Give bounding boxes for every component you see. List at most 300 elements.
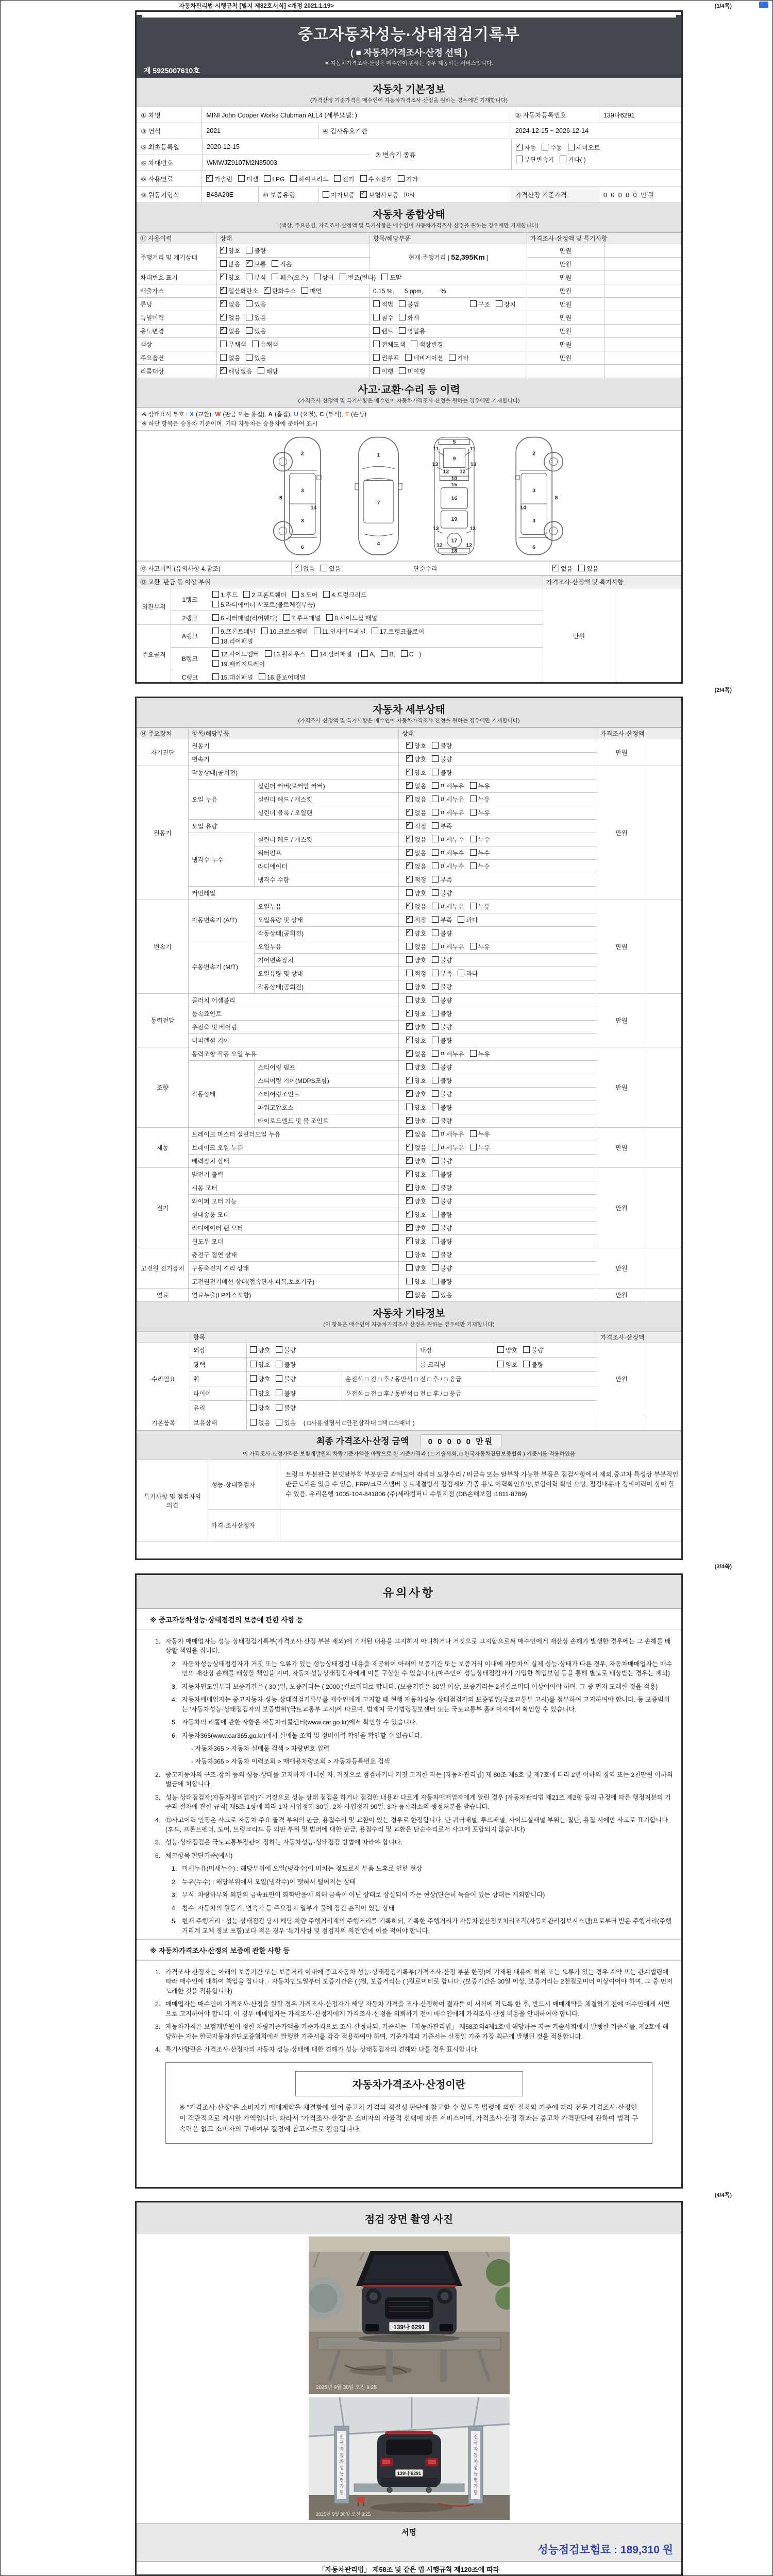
checkbox-icon[interactable] bbox=[432, 996, 439, 1003]
checkbox-icon[interactable] bbox=[432, 822, 439, 829]
checkbox-option[interactable]: 불량 bbox=[432, 1184, 452, 1192]
checkbox-option[interactable]: 화재 bbox=[399, 314, 419, 321]
checkbox-icon[interactable] bbox=[334, 175, 341, 182]
checkbox-icon[interactable] bbox=[458, 916, 464, 923]
checkbox-icon[interactable] bbox=[276, 1346, 282, 1353]
checkbox-option[interactable]: 수동 bbox=[542, 144, 562, 151]
checkbox-icon[interactable] bbox=[258, 367, 264, 374]
checkbox-icon[interactable] bbox=[246, 314, 253, 320]
checkbox-option[interactable]: ✓ 없음 bbox=[220, 301, 240, 308]
checkbox-option[interactable]: 불량 bbox=[432, 1064, 452, 1071]
checkbox-checked-icon[interactable] bbox=[406, 1238, 413, 1244]
checkbox-icon[interactable] bbox=[246, 247, 253, 253]
checkbox-icon[interactable] bbox=[276, 1361, 282, 1367]
panel-checkbox-option[interactable]: 9.프론트패널 bbox=[212, 628, 256, 635]
checkbox-checked-icon[interactable] bbox=[406, 1144, 413, 1150]
checkbox-option[interactable]: 기타( ) bbox=[560, 156, 586, 163]
checkbox-option[interactable]: ✓양호 bbox=[220, 247, 240, 255]
checkbox-option[interactable]: 하이브리드 bbox=[290, 175, 328, 183]
checkbox-icon[interactable] bbox=[399, 367, 406, 374]
checkbox-option[interactable]: 도말 bbox=[381, 274, 401, 281]
checkbox-option[interactable]: 불량 bbox=[432, 756, 452, 763]
checkbox-icon[interactable] bbox=[449, 354, 456, 361]
checkbox-option[interactable]: 수소전기 bbox=[360, 175, 392, 183]
checkbox-icon[interactable] bbox=[276, 1389, 282, 1396]
checkbox-icon[interactable] bbox=[373, 300, 380, 307]
checkbox-option[interactable]: 미세누유 bbox=[432, 943, 464, 951]
checkbox-option[interactable]: 양호 bbox=[406, 890, 426, 897]
checkbox-option[interactable]: 불량 bbox=[432, 1077, 452, 1084]
checkbox-option[interactable]: 부족 bbox=[432, 823, 452, 830]
checkbox-option[interactable]: 있음 bbox=[276, 1419, 296, 1427]
checkbox-icon[interactable] bbox=[406, 996, 413, 1003]
checkbox-option[interactable]: 렌트 bbox=[373, 328, 393, 335]
checkbox-icon[interactable] bbox=[470, 1130, 477, 1137]
checkbox-icon[interactable] bbox=[470, 862, 477, 869]
checkbox-option[interactable]: 누유 bbox=[470, 809, 490, 817]
checkbox-option[interactable]: 양호 bbox=[406, 1278, 426, 1285]
checkbox-option[interactable]: ✓ 양호 bbox=[406, 1117, 426, 1125]
checkbox-icon[interactable] bbox=[432, 1050, 439, 1057]
checkbox-option[interactable]: 있음 bbox=[246, 328, 266, 335]
checkbox-icon[interactable] bbox=[290, 175, 297, 182]
checkbox-checked-icon[interactable] bbox=[406, 862, 413, 869]
checkbox-icon[interactable] bbox=[314, 628, 321, 634]
checkbox-option[interactable]: ✓ 양호 bbox=[406, 742, 426, 750]
checkbox-option[interactable]: ✓ 적정 bbox=[406, 917, 426, 924]
checkbox-icon[interactable] bbox=[381, 650, 388, 657]
panel-checkbox-option[interactable]: B, bbox=[381, 651, 395, 658]
checkbox-option[interactable]: ✓ 적정 bbox=[406, 876, 426, 884]
checkbox-checked-icon[interactable] bbox=[406, 1224, 413, 1231]
checkbox-option[interactable]: ✓ 보통 bbox=[246, 261, 266, 268]
checkbox-icon[interactable] bbox=[578, 565, 585, 571]
checkbox-icon[interactable] bbox=[406, 983, 413, 990]
checkbox-icon[interactable] bbox=[276, 1404, 282, 1411]
checkbox-option[interactable]: 누유 bbox=[470, 903, 490, 910]
checkbox-option[interactable]: 변조(변타) bbox=[340, 274, 376, 281]
checkbox-checked-icon[interactable] bbox=[406, 1291, 413, 1298]
checkbox-icon[interactable] bbox=[272, 274, 278, 280]
checkbox-icon[interactable] bbox=[373, 341, 380, 347]
checkbox-checked-icon[interactable] bbox=[406, 876, 413, 883]
panel-checkbox-option[interactable]: 2.프론트휀더 bbox=[243, 591, 287, 599]
checkbox-icon[interactable] bbox=[220, 354, 227, 361]
checkbox-option[interactable]: ✓ 양호 bbox=[406, 1158, 426, 1165]
checkbox-option[interactable]: 적법 bbox=[373, 301, 393, 308]
checkbox-option[interactable]: 누유 bbox=[470, 796, 490, 803]
checkbox-option[interactable]: 색상변경 bbox=[411, 341, 443, 348]
checkbox-icon[interactable] bbox=[432, 1104, 439, 1110]
checkbox-option[interactable]: 불량 bbox=[432, 1091, 452, 1098]
checkbox-checked-icon[interactable] bbox=[406, 1211, 413, 1217]
panel-checkbox-option[interactable]: 5.라디에이터 서포트(볼트체결부품) bbox=[212, 601, 315, 608]
checkbox-icon[interactable] bbox=[432, 862, 439, 869]
checkbox-option[interactable]: 세미오토 bbox=[568, 144, 600, 151]
panel-checkbox-option[interactable]: 10.크로스멤버 bbox=[261, 628, 308, 635]
checkbox-option[interactable]: 누수 bbox=[470, 863, 490, 870]
checkbox-icon[interactable] bbox=[372, 628, 378, 634]
checkbox-icon[interactable] bbox=[373, 327, 380, 334]
checkbox-option[interactable]: 불량 bbox=[432, 1211, 452, 1218]
checkbox-icon[interactable] bbox=[432, 809, 439, 816]
checkbox-option[interactable]: 미세누유 bbox=[432, 1144, 464, 1151]
checkbox-option[interactable]: 불량 bbox=[276, 1347, 296, 1354]
checkbox-icon[interactable] bbox=[246, 300, 253, 307]
checkbox-icon[interactable] bbox=[432, 1251, 439, 1258]
checkbox-option[interactable]: 네비게이션 bbox=[405, 354, 443, 362]
checkbox-icon[interactable] bbox=[432, 795, 439, 802]
checkbox-icon[interactable] bbox=[432, 1090, 439, 1097]
checkbox-option[interactable]: 불량 bbox=[523, 1361, 543, 1368]
checkbox-option[interactable]: ✓ 없음 bbox=[406, 796, 426, 803]
checkbox-checked-icon[interactable] bbox=[406, 769, 413, 775]
checkbox-option[interactable]: 양호 bbox=[250, 1390, 270, 1397]
checkbox-option[interactable]: 양호 bbox=[497, 1347, 517, 1354]
checkbox-icon[interactable] bbox=[323, 591, 330, 598]
checkbox-icon[interactable] bbox=[432, 916, 439, 923]
checkbox-icon[interactable] bbox=[381, 274, 388, 280]
checkbox-option[interactable]: 기타 bbox=[449, 354, 469, 362]
checkbox-icon[interactable] bbox=[470, 809, 477, 816]
checkbox-option[interactable]: 양호 bbox=[406, 957, 426, 964]
checkbox-icon[interactable] bbox=[432, 1130, 439, 1137]
checkbox-icon[interactable] bbox=[432, 929, 439, 936]
checkbox-option[interactable]: 전체도색 bbox=[373, 341, 405, 348]
checkbox-option[interactable]: 전기 bbox=[334, 175, 354, 183]
checkbox-option[interactable]: 불량 bbox=[276, 1376, 296, 1383]
checkbox-icon[interactable] bbox=[406, 970, 413, 976]
checkbox-option[interactable]: 양호 bbox=[406, 1251, 426, 1259]
panel-checkbox-option[interactable]: 8.사이드실 패널 bbox=[326, 615, 377, 622]
checkbox-icon[interactable] bbox=[432, 1010, 439, 1016]
checkbox-option[interactable]: ✓ 양호 bbox=[406, 1225, 426, 1232]
checkbox-option[interactable]: 양호 bbox=[497, 1361, 517, 1368]
checkbox-option[interactable]: 양호 bbox=[406, 1265, 426, 1272]
checkbox-option[interactable]: 있음 bbox=[578, 565, 598, 572]
checkbox-option[interactable]: 양호 bbox=[250, 1376, 270, 1383]
checkbox-option[interactable]: ✓ 양호 bbox=[406, 1171, 426, 1178]
checkbox-option[interactable]: ✓ 없음 bbox=[295, 565, 315, 572]
checkbox-checked-icon[interactable] bbox=[406, 1197, 413, 1204]
checkbox-checked-icon[interactable] bbox=[406, 836, 413, 842]
checkbox-option[interactable]: 불량 bbox=[432, 1265, 452, 1272]
checkbox-checked-icon[interactable] bbox=[406, 809, 413, 816]
checkbox-option[interactable]: ✓ 양호 bbox=[406, 930, 426, 937]
checkbox-option[interactable]: 양호 bbox=[406, 1104, 426, 1111]
checkbox-icon[interactable] bbox=[432, 1037, 439, 1043]
checkbox-checked-icon[interactable] bbox=[220, 327, 227, 334]
checkbox-option[interactable]: ✓ 없음 bbox=[220, 314, 240, 321]
checkbox-icon[interactable] bbox=[432, 1197, 439, 1204]
checkbox-option[interactable]: LPG bbox=[264, 175, 284, 183]
checkbox-option[interactable]: ✓ 없음 bbox=[406, 863, 426, 870]
checkbox-icon[interactable] bbox=[406, 943, 413, 950]
checkbox-icon[interactable] bbox=[250, 1404, 257, 1411]
checkbox-option[interactable]: 장치 bbox=[496, 301, 516, 308]
checkbox-option[interactable]: ✓ 없음 bbox=[406, 1292, 426, 1299]
checkbox-checked-icon[interactable] bbox=[406, 1157, 413, 1164]
checkbox-icon[interactable] bbox=[411, 341, 417, 347]
checkbox-option[interactable]: 미세누유 bbox=[432, 1131, 464, 1138]
checkbox-icon[interactable] bbox=[301, 287, 308, 294]
checkbox-option[interactable]: 불량 bbox=[432, 1198, 452, 1205]
checkbox-option[interactable]: ✓자동 bbox=[516, 144, 536, 151]
checkbox-option[interactable]: ✓ 가솔린 bbox=[206, 175, 232, 183]
checkbox-checked-icon[interactable] bbox=[552, 565, 559, 571]
checkbox-option[interactable]: 불량 bbox=[432, 1024, 452, 1031]
checkbox-icon[interactable] bbox=[340, 274, 346, 280]
checkbox-option[interactable]: 불량 bbox=[432, 1251, 452, 1259]
checkbox-option[interactable]: ✓ 양호 bbox=[406, 1211, 426, 1218]
checkbox-icon[interactable] bbox=[283, 614, 290, 621]
checkbox-icon[interactable] bbox=[432, 1144, 439, 1150]
checkbox-option[interactable]: ✓ 양호 bbox=[406, 1238, 426, 1245]
checkbox-option[interactable]: 미세누유 bbox=[432, 903, 464, 910]
checkbox-checked-icon[interactable] bbox=[406, 1077, 413, 1083]
checkbox-icon[interactable] bbox=[470, 836, 477, 842]
checkbox-option[interactable]: 불량 bbox=[432, 769, 452, 776]
checkbox-icon[interactable] bbox=[246, 354, 253, 361]
checkbox-option[interactable]: ✓ 양호 bbox=[406, 769, 426, 776]
checkbox-icon[interactable] bbox=[432, 956, 439, 963]
checkbox-option[interactable]: 매연 bbox=[301, 287, 322, 295]
checkbox-icon[interactable] bbox=[432, 1224, 439, 1231]
checkbox-icon[interactable] bbox=[212, 637, 219, 644]
checkbox-option[interactable]: 적음 bbox=[272, 261, 292, 268]
panel-checkbox-option[interactable]: 19.패키지트레이 bbox=[212, 660, 265, 668]
checkbox-icon[interactable] bbox=[212, 673, 219, 680]
checkbox-option[interactable]: 해당 bbox=[258, 368, 278, 375]
checkbox-icon[interactable] bbox=[470, 782, 477, 789]
checkbox-checked-icon[interactable] bbox=[406, 1130, 413, 1137]
checkbox-option[interactable]: 불량 bbox=[432, 890, 452, 897]
checkbox-icon[interactable] bbox=[238, 175, 245, 182]
panel-checkbox-option[interactable]: 13.휠하우스 bbox=[265, 651, 306, 658]
checkbox-icon[interactable] bbox=[568, 144, 575, 150]
checkbox-checked-icon[interactable] bbox=[406, 1037, 413, 1043]
checkbox-icon[interactable] bbox=[432, 943, 439, 950]
panel-checkbox-option[interactable]: 18.리어패널 bbox=[212, 638, 253, 645]
checkbox-icon[interactable] bbox=[432, 970, 439, 976]
checkbox-option[interactable]: 과다 bbox=[458, 917, 478, 924]
panel-checkbox-option[interactable]: 12.사이드멤버 bbox=[212, 651, 259, 658]
checkbox-checked-icon[interactable] bbox=[406, 1010, 413, 1016]
checkbox-option[interactable]: 훼손(오손) bbox=[272, 274, 308, 281]
checkbox-icon[interactable] bbox=[361, 650, 368, 657]
checkbox-option[interactable]: ✓ 없음 bbox=[220, 328, 240, 335]
checkbox-option[interactable]: 부족 bbox=[432, 876, 452, 884]
checkbox-icon[interactable] bbox=[432, 1171, 439, 1177]
checkbox-icon[interactable] bbox=[470, 300, 477, 307]
checkbox-icon[interactable] bbox=[470, 849, 477, 856]
panel-checkbox-option[interactable]: 15.대쉬패널 bbox=[212, 674, 253, 681]
checkbox-icon[interactable] bbox=[220, 341, 227, 347]
checkbox-option[interactable]: 불량 bbox=[432, 997, 452, 1004]
checkbox-option[interactable]: 미세누수 bbox=[432, 836, 464, 843]
checkbox-option[interactable]: 양호 bbox=[250, 1347, 270, 1354]
checkbox-icon[interactable] bbox=[560, 156, 566, 162]
checkbox-option[interactable]: 불량 bbox=[276, 1361, 296, 1368]
checkbox-icon[interactable] bbox=[220, 260, 227, 267]
checkbox-icon[interactable] bbox=[314, 274, 321, 280]
panel-checkbox-option[interactable]: 14.필러패널 bbox=[311, 651, 352, 658]
checkbox-checked-icon[interactable] bbox=[264, 287, 271, 294]
panel-checkbox-option[interactable]: 11.인사이드패널 bbox=[314, 628, 366, 635]
checkbox-option[interactable]: ✓ 양호 bbox=[406, 1091, 426, 1098]
checkbox-icon[interactable] bbox=[212, 591, 219, 598]
checkbox-checked-icon[interactable] bbox=[220, 314, 227, 320]
checkbox-option[interactable]: 미세누수 bbox=[432, 850, 464, 857]
checkbox-option[interactable]: 불량 bbox=[432, 1225, 452, 1232]
checkbox-icon[interactable] bbox=[470, 903, 477, 909]
checkbox-option[interactable]: ✓ 없음 bbox=[406, 903, 426, 910]
checkbox-option[interactable]: ✓ 양호 bbox=[406, 1037, 426, 1044]
checkbox-option[interactable]: 누유 bbox=[470, 943, 490, 951]
checkbox-icon[interactable] bbox=[272, 260, 278, 267]
checkbox-checked-icon[interactable] bbox=[220, 274, 227, 280]
checkbox-checked-icon[interactable] bbox=[406, 1171, 413, 1177]
checkbox-option[interactable]: 있음 bbox=[246, 354, 266, 362]
checkbox-option[interactable]: ✓ 없음 bbox=[552, 565, 573, 572]
checkbox-icon[interactable] bbox=[321, 565, 327, 571]
checkbox-icon[interactable] bbox=[432, 836, 439, 842]
checkbox-option[interactable]: 미세누유 bbox=[432, 1050, 464, 1058]
checkbox-option[interactable]: 있음 bbox=[321, 565, 341, 572]
checkbox-icon[interactable] bbox=[398, 175, 405, 182]
checkbox-icon[interactable] bbox=[470, 795, 477, 802]
checkbox-icon[interactable] bbox=[432, 1184, 439, 1191]
checkbox-icon[interactable] bbox=[497, 1361, 504, 1367]
checkbox-option[interactable]: 불량 bbox=[432, 984, 452, 991]
checkbox-icon[interactable] bbox=[406, 1104, 413, 1110]
checkbox-icon[interactable] bbox=[432, 1157, 439, 1164]
checkbox-option[interactable]: ✓ 양호 bbox=[406, 1024, 426, 1031]
checkbox-checked-icon[interactable] bbox=[406, 742, 413, 749]
checkbox-icon[interactable] bbox=[542, 144, 548, 150]
checkbox-option[interactable]: ✓ 양호 bbox=[406, 756, 426, 763]
checkbox-icon[interactable] bbox=[497, 1346, 504, 1353]
checkbox-checked-icon[interactable] bbox=[516, 144, 523, 150]
checkbox-option[interactable]: ✓ 양호 bbox=[406, 1010, 426, 1018]
checkbox-icon[interactable] bbox=[250, 1361, 257, 1367]
checkbox-option[interactable]: ✓ 없음 bbox=[406, 783, 426, 790]
checkbox-option[interactable]: 불량 bbox=[432, 1171, 452, 1178]
checkbox-icon[interactable] bbox=[265, 650, 272, 657]
checkbox-checked-icon[interactable] bbox=[406, 929, 413, 936]
checkbox-option[interactable]: 과다 bbox=[458, 970, 478, 977]
checkbox-icon[interactable] bbox=[432, 782, 439, 789]
checkbox-icon[interactable] bbox=[470, 943, 477, 950]
checkbox-icon[interactable] bbox=[432, 903, 439, 909]
checkbox-icon[interactable] bbox=[406, 1251, 413, 1258]
checkbox-option[interactable]: 불량 bbox=[276, 1390, 296, 1397]
checkbox-icon[interactable] bbox=[432, 769, 439, 775]
checkbox-option[interactable]: 양호 bbox=[250, 1361, 270, 1368]
checkbox-option[interactable]: 미세누유 bbox=[432, 809, 464, 817]
checkbox-icon[interactable] bbox=[399, 314, 406, 320]
checkbox-icon[interactable] bbox=[373, 314, 380, 320]
checkbox-icon[interactable] bbox=[246, 327, 253, 334]
checkbox-icon[interactable] bbox=[406, 956, 413, 963]
checkbox-icon[interactable] bbox=[259, 673, 265, 680]
checkbox-icon[interactable] bbox=[212, 614, 219, 621]
checkbox-option[interactable]: 자가보증 bbox=[323, 192, 355, 199]
checkbox-icon[interactable] bbox=[406, 1278, 413, 1284]
checkbox-icon[interactable] bbox=[264, 175, 271, 182]
checkbox-icon[interactable] bbox=[399, 300, 406, 307]
checkbox-option[interactable]: 불량 bbox=[432, 957, 452, 964]
checkbox-icon[interactable] bbox=[432, 1238, 439, 1244]
checkbox-option[interactable]: 썬루프 bbox=[373, 354, 399, 362]
checkbox-icon[interactable] bbox=[250, 1389, 257, 1396]
checkbox-checked-icon[interactable] bbox=[220, 367, 227, 374]
checkbox-option[interactable]: 누수 bbox=[470, 850, 490, 857]
checkbox-option[interactable]: 많음 bbox=[220, 261, 240, 268]
checkbox-checked-icon[interactable] bbox=[406, 782, 413, 789]
browser-badge-icon[interactable] bbox=[759, 2, 768, 8]
checkbox-option[interactable]: ✓ 적정 bbox=[406, 823, 426, 830]
checkbox-icon[interactable] bbox=[406, 889, 413, 896]
checkbox-icon[interactable] bbox=[432, 889, 439, 896]
checkbox-option[interactable]: 부족 bbox=[432, 917, 452, 924]
checkbox-icon[interactable] bbox=[261, 628, 268, 634]
checkbox-option[interactable]: 누유 bbox=[470, 1144, 490, 1151]
checkbox-option[interactable]: 불량 bbox=[276, 1404, 296, 1412]
checkbox-option[interactable]: 미세누유 bbox=[432, 796, 464, 803]
checkbox-option[interactable]: ✓ 양호 bbox=[406, 1198, 426, 1205]
checkbox-option[interactable]: 없음 bbox=[220, 354, 240, 362]
checkbox-option[interactable]: ✓ 일산화탄소 bbox=[220, 287, 258, 295]
checkbox-option[interactable]: 불량 bbox=[523, 1347, 543, 1354]
checkbox-option[interactable]: ✓ 양호 bbox=[406, 1184, 426, 1192]
checkbox-option[interactable]: 있음 bbox=[432, 1292, 452, 1299]
checkbox-icon[interactable] bbox=[523, 1346, 530, 1353]
checkbox-icon[interactable] bbox=[496, 300, 502, 307]
checkbox-checked-icon[interactable] bbox=[406, 1184, 413, 1191]
checkbox-option[interactable]: 양호 bbox=[406, 1064, 426, 1071]
checkbox-icon[interactable] bbox=[516, 156, 523, 162]
panel-checkbox-option[interactable]: 6.쿼터패널(리어휀다) bbox=[212, 615, 278, 622]
checkbox-option[interactable]: 불량 bbox=[432, 742, 452, 750]
checkbox-option[interactable]: ✓ 없음 bbox=[406, 836, 426, 843]
checkbox-option[interactable]: 양호 bbox=[406, 984, 426, 991]
checkbox-option[interactable]: ✓ 양호 bbox=[220, 274, 240, 281]
checkbox-checked-icon[interactable] bbox=[406, 1117, 413, 1124]
checkbox-icon[interactable] bbox=[399, 327, 406, 334]
checkbox-option[interactable]: 있음 bbox=[246, 314, 266, 321]
checkbox-option[interactable]: 이행 bbox=[373, 368, 393, 375]
checkbox-option[interactable]: 구조 bbox=[470, 301, 490, 308]
checkbox-icon[interactable] bbox=[432, 1291, 439, 1298]
checkbox-icon[interactable] bbox=[326, 614, 333, 621]
checkbox-checked-icon[interactable] bbox=[406, 1050, 413, 1057]
checkbox-option[interactable]: 양호 bbox=[250, 1404, 270, 1412]
checkbox-option[interactable]: ✓ 없음 bbox=[406, 850, 426, 857]
checkbox-option[interactable]: ✓ 없음 bbox=[406, 809, 426, 817]
checkbox-icon[interactable] bbox=[276, 1375, 282, 1382]
panel-checkbox-option[interactable]: C bbox=[401, 651, 414, 658]
checkbox-icon[interactable] bbox=[373, 354, 380, 361]
checkbox-icon[interactable] bbox=[212, 628, 219, 634]
checkbox-icon[interactable] bbox=[246, 274, 253, 280]
checkbox-option[interactable]: ✓ 없음 bbox=[406, 1050, 426, 1058]
checkbox-option[interactable]: 불량 bbox=[432, 1117, 452, 1125]
checkbox-option[interactable]: ✓ 없음 bbox=[406, 1144, 426, 1151]
checkbox-checked-icon[interactable] bbox=[406, 1023, 413, 1030]
checkbox-option[interactable]: 무단변속기 bbox=[516, 156, 554, 163]
checkbox-icon[interactable] bbox=[212, 660, 219, 667]
